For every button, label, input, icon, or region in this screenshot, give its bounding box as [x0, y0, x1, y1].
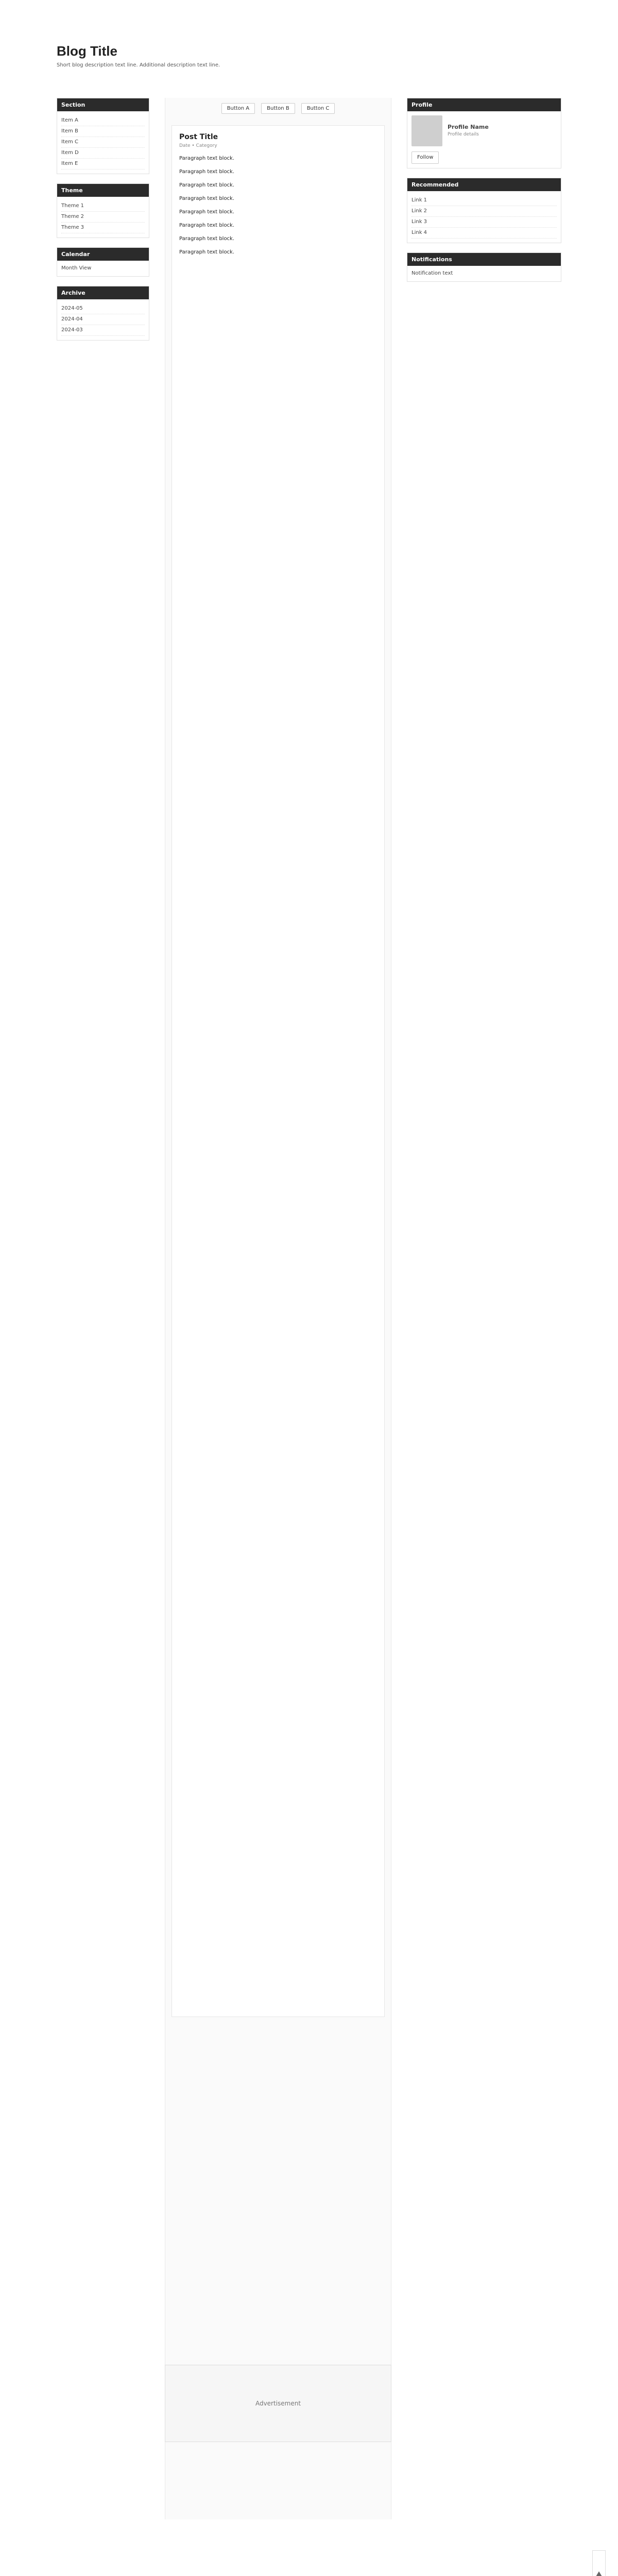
profile-title: Profile [407, 98, 561, 111]
post-body [179, 155, 377, 2009]
left-box-2-title: Theme [57, 184, 149, 197]
post-paragraph: Paragraph text block. [179, 223, 235, 228]
main-column [165, 98, 391, 2519]
post-control-button[interactable]: Button A [221, 103, 255, 114]
calendar-body [57, 261, 149, 276]
notifications-body [407, 266, 561, 281]
recommended-box [407, 178, 561, 243]
blog-description: Short blog description text line. Additional description text line. [57, 62, 220, 68]
archive-item[interactable]: 2024-04 [61, 314, 145, 325]
left-box-1-item[interactable]: Item D [61, 148, 145, 159]
post-title: Post Title [179, 133, 218, 141]
post-control-button[interactable]: Button C [301, 103, 335, 114]
left-box-1-body [57, 111, 149, 174]
scroll-up-button[interactable] [596, 2571, 602, 2576]
calendar-title: Calendar [57, 248, 149, 261]
post-paragraph: Paragraph text block. [179, 249, 235, 255]
recommended-link[interactable]: Link 2 [411, 206, 557, 217]
scroll-helper [592, 2550, 606, 2576]
left-box-1 [57, 98, 149, 174]
theme-item[interactable]: Theme 3 [61, 223, 145, 233]
post-paragraph: Paragraph text block. [179, 196, 235, 201]
post-paragraph: Paragraph text block. [179, 182, 235, 188]
chevron-up-icon [596, 2571, 602, 2576]
left-sidebar [57, 98, 149, 716]
blog-header [57, 42, 561, 94]
post-paragraph: Paragraph text block. [179, 209, 235, 215]
profile-row [411, 115, 557, 146]
left-box-1-title: Section [57, 98, 149, 111]
left-box-1-item[interactable]: Item E [61, 159, 145, 170]
avatar [411, 115, 442, 146]
recommended-link[interactable]: Link 4 [411, 228, 557, 239]
left-box-1-item[interactable]: Item C [61, 137, 145, 148]
left-box-2 [57, 183, 149, 238]
blog-title: Blog Title [57, 43, 117, 59]
left-box-2-body [57, 197, 149, 238]
left-box-4 [57, 286, 149, 341]
profile-body [407, 111, 561, 168]
theme-item[interactable]: Theme 2 [61, 212, 145, 223]
profile-name: Profile Name [448, 124, 489, 130]
archive-item[interactable]: 2024-03 [61, 325, 145, 336]
notifications-text: Notification text [411, 270, 453, 276]
post-paragraph: Paragraph text block. [179, 169, 235, 175]
profile-box [407, 98, 561, 168]
post-paragraph: Paragraph text block. [179, 156, 235, 161]
archive-item[interactable]: 2024-05 [61, 303, 145, 314]
right-sidebar [407, 98, 561, 716]
post-controls [165, 98, 391, 119]
archive-title: Archive [57, 286, 149, 299]
profile-actions [411, 151, 557, 164]
theme-item[interactable]: Theme 1 [61, 201, 145, 212]
left-box-1-item[interactable]: Item B [61, 126, 145, 137]
archive-body [57, 299, 149, 340]
left-box-1-item[interactable]: Item A [61, 115, 145, 126]
profile-info [448, 124, 489, 138]
follow-button[interactable]: Follow [411, 151, 439, 164]
blog-post [171, 125, 385, 2017]
calendar-text: Month View [61, 265, 92, 271]
recommended-body [407, 191, 561, 243]
profile-meta: Profile details [448, 132, 479, 137]
recommended-link[interactable]: Link 3 [411, 217, 557, 228]
recommended-title: Recommended [407, 178, 561, 191]
advertisement: Advertisement [165, 2365, 391, 2442]
post-paragraph: Paragraph text block. [179, 236, 235, 242]
recommended-link[interactable]: Link 1 [411, 195, 557, 206]
left-box-3 [57, 247, 149, 277]
notifications-title: Notifications [407, 253, 561, 266]
post-meta: Date • Category [179, 143, 217, 148]
post-control-button[interactable]: Button B [261, 103, 295, 114]
notifications-box [407, 252, 561, 282]
